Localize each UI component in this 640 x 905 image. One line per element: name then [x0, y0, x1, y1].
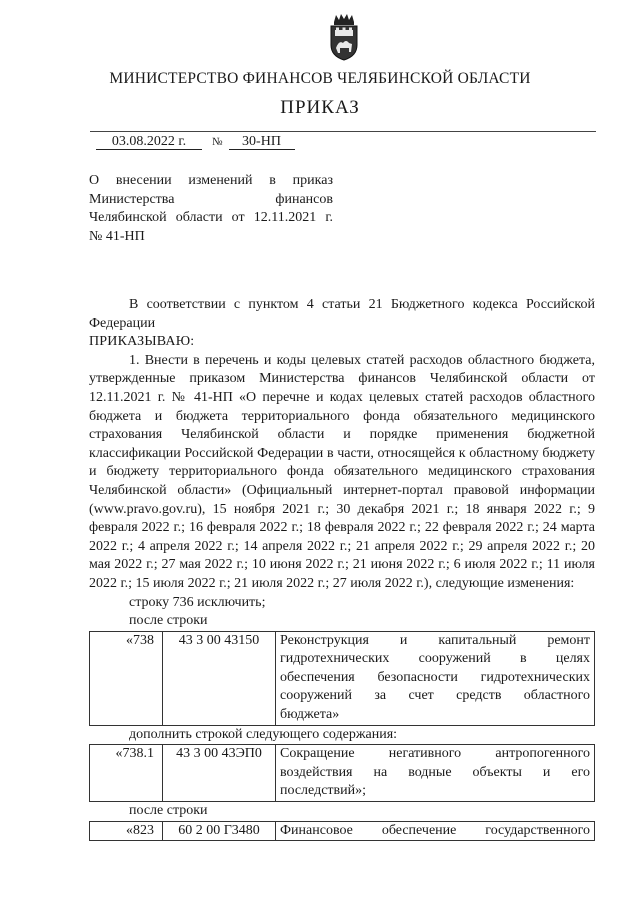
add-line-label: дополнить строкой следующего содержания: [129, 726, 398, 742]
after-line-label: после строки [129, 803, 208, 819]
order-body [89, 296, 595, 841]
row-code: 43 3 00 43ЭП0 [163, 745, 276, 802]
row-description [276, 631, 595, 725]
row-823-table [89, 821, 595, 842]
number-sign: № [212, 136, 223, 148]
document-type-title: ПРИКАЗ [280, 97, 360, 118]
row-number: «738.1 [90, 745, 163, 802]
order-date-number-line [96, 134, 295, 150]
order-subject [89, 172, 333, 246]
row-description-text: Реконструкция и капитальный ремонт гидротехнических сооружений в целях обеспечения безопасности гидротехнических сооружений за счет средств областного [280, 632, 590, 704]
row-description [276, 745, 595, 802]
table-row [90, 631, 595, 725]
subject-line: Министерства финансов [89, 191, 333, 207]
after-line-label: после строки [129, 613, 208, 629]
ministry-name: МИНИСТЕРСТВО ФИНАНСОВ ЧЕЛЯБИНСКОЙ ОБЛАСТИ [109, 70, 531, 87]
row-description: Финансовое обеспечение государственного [276, 821, 595, 841]
subject-line: Челябинской области от 12.11.2021 г. [89, 210, 333, 226]
item-1-paragraph: 1. Внести в перечень и коды целевых статей расходов областного бюджета, утвержденные приказом Министерства финансов Челябинской области от 12.11.2021 г. № 41-НП «О перечне и кодах целевых статей расходов областного бюджета и бюджета территориального фонда обязательного медицинского страхования Челябинской области и порядке применения бюджетной классификации Российской Федерации в части, относящейся к областному бюджету и бюджету территориального фонда обязательного медицинского страхования Челябинской области» (Официальный интернет-портал правовой информации (www.pravo.gov.ru), 15 ноября 2021 г.; 30 декабря 2021 г.; 18 января 2022 г.; 9 февраля 2022 г.; 16 февраля 2022 г.; 18 февраля 2022 г.; 22 февраля 2022 г.; 24 марта 2022 г.; 4 апреля 2022 г.; 14 апреля 2022 г.; 21 апреля 2022 г.; 29 апреля 2022 г.; 20 мая 2022 г.; 27 мая 2022 г.; 10 июня 2022 г.; 21 июня 2022 г.; 6 июля 2022 г.; 11 июля 2022 г.; 15 июля 2022 г.; 21 июля 2022 г.; 27 июля 2022 г.), следующие изменения: [89, 352, 595, 591]
coat-of-arms-icon [327, 12, 361, 62]
table-row [90, 821, 595, 841]
row-code: 60 2 00 Г3480 [163, 821, 276, 841]
exclude-line: строку 736 исключить; [129, 594, 266, 610]
order-number: 30-НП [229, 134, 295, 150]
table-row [90, 745, 595, 802]
row-number: «823 [90, 821, 163, 841]
row-code: 43 3 00 43150 [163, 631, 276, 725]
order-date: 03.08.2022 г. [96, 134, 202, 150]
row-description-text: Сокращение негативного антропогенного воздействия на водные объекты и его [280, 746, 590, 780]
subject-line: О внесении изменений в приказ [89, 173, 333, 188]
preamble-paragraph: В соответствии с пунктом 4 статьи 21 Бюджетного кодекса Российской Федерации [89, 297, 595, 331]
row-7381-table [89, 744, 595, 802]
order-keyword: ПРИКАЗЫВАЮ: [89, 334, 195, 350]
header-divider [90, 131, 596, 132]
row-number: «738 [90, 631, 163, 725]
row-description-last: последствий»; [280, 783, 367, 799]
subject-line: № 41-НП [89, 228, 145, 244]
row-description-last: бюджета» [280, 707, 340, 723]
row-738-table [89, 631, 595, 726]
